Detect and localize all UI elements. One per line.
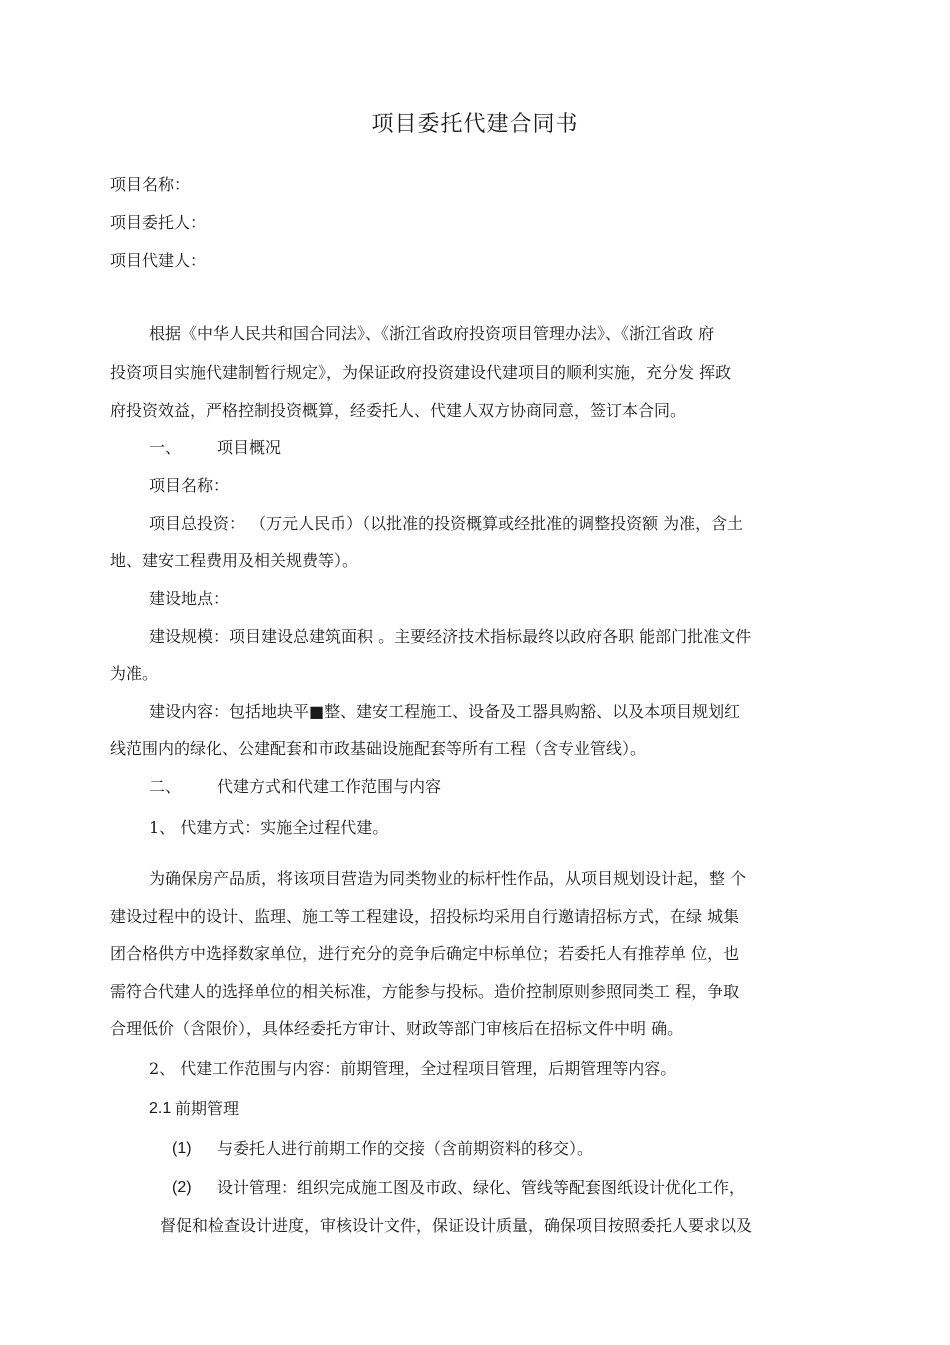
- section1-investment-line-2: 地、建安工程费用及相关规费等）。: [110, 551, 359, 570]
- section2-para-line-3: 团合格供方中选择数家单位，进行充分的竞争后确定中标单位；若委托人有推荐单 位，也: [110, 944, 740, 963]
- section1-title: 项目概况: [217, 438, 282, 457]
- section1-project-name: 项目名称：: [149, 476, 230, 495]
- header-client: 项目委托人：: [110, 213, 207, 232]
- section1-location: 建设地点：: [149, 589, 230, 608]
- subsection-2-1-title: 前期管理: [175, 1099, 240, 1118]
- point-2-continuation: 督促和检查设计进度，审核设计文件，保证设计质量，确保项目按照委托人要求以及: [160, 1216, 753, 1235]
- header-builder: 项目代建人：: [110, 251, 207, 270]
- section1-content-line-2: 线范围内的绿化、公建配套和市政基础设施配套等所有工程（含专业管线）。: [110, 739, 647, 758]
- point-2-number: (2): [172, 1179, 192, 1196]
- intro-line-3: 府投资效益，严格控制投资概算，经委托人、代建人双方协商同意，签订本合同。: [110, 401, 687, 420]
- point-1-number: (1): [172, 1140, 192, 1157]
- intro-line-1: 根据《中华人民共和国合同法》、《浙江省政府投资项目管理办法》、《浙江省政 府: [149, 324, 715, 343]
- intro-line-2: 投资项目实施代建制暂行规定》，为保证政府投资建设代建项目的顺利实施，充分发 挥政: [110, 363, 732, 382]
- section2-para-line-1: 为确保房产品质，将该项目营造为同类物业的标杆性作品，从项目规划设计起，整 个: [149, 869, 747, 888]
- section2-item-1: 1、 代建方式：实施全过程代建。: [149, 818, 389, 837]
- section2-item-2: 2、 代建工作范围与内容：前期管理，全过程项目管理，后期管理等内容。: [149, 1059, 677, 1078]
- section2-para-line-5: 合理低价（含限价），具体经委托方审计、财政等部门审核后在招标文件中明 确。: [110, 1019, 684, 1038]
- point-1-text: 与委托人进行前期工作的交接（含前期资料的移交）。: [217, 1139, 594, 1158]
- section2-para-line-2: 建设过程中的设计、监理、施工等工程建设，招投标均采用自行邀请招标方式，在绿 城集: [110, 907, 740, 926]
- section1-number: 一、: [149, 438, 182, 457]
- section2-title: 代建方式和代建工作范围与内容: [217, 777, 442, 796]
- section1-scale-line-1: 建设规模：项目建设总建筑面积 。主要经济技术指标最终以政府各职 能部门批准文件: [149, 627, 752, 646]
- section1-investment-line-1: 项目总投资： （万元人民币）（以批准的投资概算或经批准的调整投资额 为准，含土: [149, 514, 744, 533]
- section1-content-line-1: 建设内容：包括地块平■整、建安工程施工、设备及工器具购豁、以及本项目规划红: [149, 702, 741, 721]
- header-project-name: 项目名称：: [110, 175, 191, 194]
- section2-para-line-4: 需符合代建人的选择单位的相关标准，方能参与投标。造价控制原则参照同类工 程，争取: [110, 982, 740, 1001]
- document-title: 项目委托代建合同书: [371, 112, 579, 137]
- section1-scale-line-2: 为准。: [110, 664, 159, 683]
- point-2-text: 设计管理：组织完成施工图及市政、绿化、管线等配套图纸设计优化工作，: [217, 1178, 746, 1197]
- subsection-2-1-number: 2.1: [149, 1100, 172, 1117]
- section2-number: 二、: [149, 777, 182, 796]
